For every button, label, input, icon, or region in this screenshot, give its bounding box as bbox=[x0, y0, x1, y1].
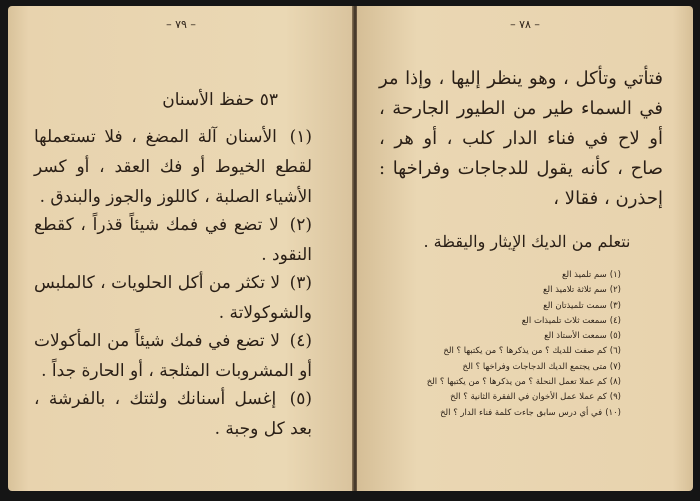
story-paragraph: فتأتي وتأكل ، وهو ينظر إليها ، وإذا مر في السماء طير من الطيور الجارحة ، أو لاح في فناء الدار كلب ، أو هر ، صاح ، كأنه يقول للدجاجات وفراخها : إحذرن ، فقالا ، bbox=[379, 68, 663, 209]
question-number: (٤) bbox=[609, 315, 621, 326]
question-number: (١) bbox=[609, 270, 621, 280]
lesson-heading: ٥٣ حفظ الأسنان bbox=[162, 90, 278, 110]
item-text: لا تضع في فمك شيئاً قذراً ، كقطع النقود . bbox=[34, 215, 312, 265]
list-item bbox=[34, 210, 312, 270]
list-item bbox=[393, 283, 621, 298]
list-item bbox=[393, 390, 621, 405]
question-text: في أي درس سابق جاءت كلمة فناء الدار ؟ الخ bbox=[440, 407, 603, 418]
list-item bbox=[393, 268, 621, 283]
left-page bbox=[8, 6, 354, 491]
list-item bbox=[393, 375, 621, 390]
question-number: (٣) bbox=[609, 300, 621, 311]
question-number: (٥) bbox=[609, 331, 621, 342]
list-item bbox=[393, 344, 621, 359]
question-text: كم عملا عمل الأخوان في الفقرة الثانية ؟ الخ bbox=[450, 392, 607, 403]
item-number: (١) bbox=[289, 127, 312, 147]
left-page-number: – ٧٩ – bbox=[166, 18, 196, 31]
question-text: سمعت الأستاذ الع bbox=[544, 331, 607, 342]
question-number: (١٠) bbox=[605, 407, 621, 418]
list-item bbox=[34, 122, 312, 212]
list-item bbox=[34, 268, 312, 328]
item-number: (٢) bbox=[289, 215, 312, 235]
question-number: (٧) bbox=[609, 361, 621, 372]
question-text: سم ثلاثة تلاميذ الع bbox=[543, 285, 607, 296]
question-number: (٩) bbox=[609, 392, 621, 403]
question-text: متى يجتمع الديك الدجاجات وفراخها ؟ الخ bbox=[462, 361, 607, 372]
list-item bbox=[393, 406, 621, 421]
list-item bbox=[393, 314, 621, 329]
list-item bbox=[34, 326, 312, 386]
item-text: إغسل أسنانك ولثتك ، بالفرشة ، بعد كل وجبة . bbox=[34, 389, 312, 439]
list-item bbox=[393, 329, 621, 344]
question-text: سمت تلميذتان الع bbox=[543, 300, 607, 311]
lesson-moral: نتعلم من الديك الإيثار واليقظة . bbox=[423, 232, 631, 251]
item-text: لا تضع في فمك شيئاً من المأكولات أو المشروبات المثلجة ، أو الحارة جداً . bbox=[34, 331, 312, 381]
question-text: كم صفت للديك ؟ من يذكرها ؟ من يكتبها ؟ الخ bbox=[443, 346, 607, 357]
question-number: (٢) bbox=[609, 285, 621, 296]
exercise-list bbox=[393, 268, 621, 421]
item-text: لا تكثر من أكل الحلويات ، كالملبس والشوكولاتة . bbox=[34, 273, 312, 323]
right-page bbox=[357, 6, 693, 491]
question-text: كم عملا تعمل النحلة ؟ من يذكرها ؟ من يكتبها ؟ الخ bbox=[426, 377, 607, 388]
item-number: (٤) bbox=[289, 331, 312, 351]
right-page-number: – ٧٨ – bbox=[510, 18, 540, 31]
item-number: (٣) bbox=[289, 273, 313, 293]
list-item bbox=[34, 384, 312, 444]
list-item bbox=[393, 360, 621, 375]
list-item bbox=[393, 299, 621, 314]
question-text: سم تلميذ الع bbox=[561, 270, 607, 280]
question-number: (٦) bbox=[609, 346, 621, 357]
question-number: (٨) bbox=[609, 377, 621, 388]
item-text: الأسنان آلة المضغ ، فلا تستعملها لقطع الخيوط أو فك العقد ، أو كسر الأشياء الصلبة ، كاللوز والجوز والبندق . bbox=[34, 127, 312, 207]
question-text: سمعت ثلاث تلميذات الع bbox=[521, 315, 607, 326]
item-number: (٥) bbox=[289, 389, 313, 409]
